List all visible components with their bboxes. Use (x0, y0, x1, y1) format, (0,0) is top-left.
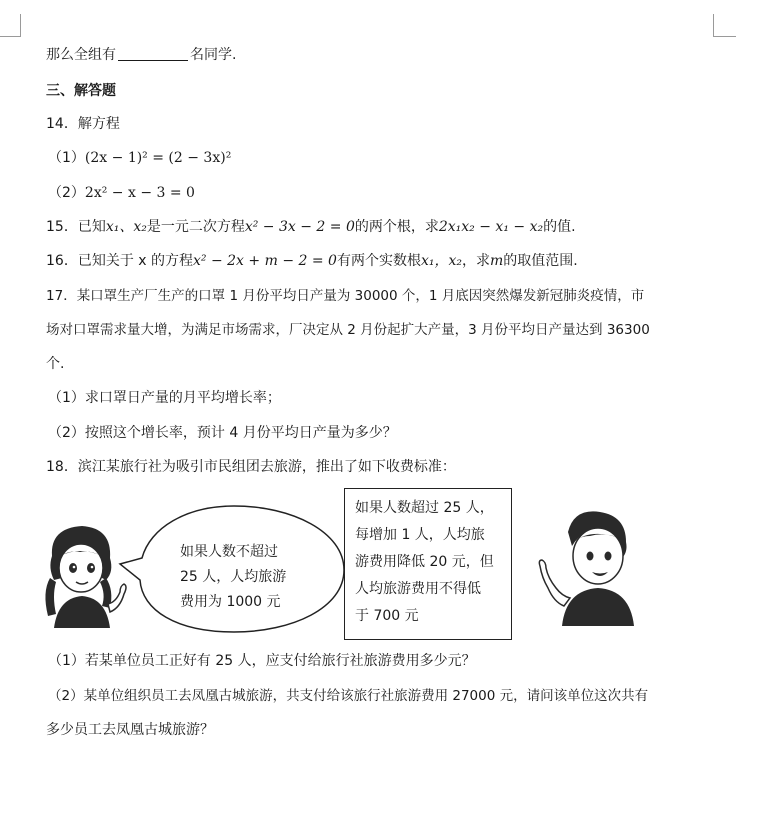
q17-line2: 场对口罩需求量大增，为满足市场需求，厂决定从 2 月份起扩大产量，3 月份平均日产量达到 36300 (46, 322, 650, 338)
q18-stem: 滨江某旅行社为吸引市民组团去旅游，推出了如下收费标准： (77, 459, 456, 475)
q16-line: 16．已知关于 x 的方程x² − 2x + m − 2 = 0有两个实数根x₁，x₂，求m的取值范围. (46, 253, 578, 269)
q14-stem (46, 114, 120, 134)
q15-number: 15 (46, 219, 64, 235)
q15-expression: 2x₁x₂ − x₁ − x₂ (438, 219, 544, 235)
q16-text-b: 有两个实数根 (336, 253, 421, 269)
q17-number: 17 (46, 288, 64, 304)
q18-part1: （1）若某单位员工正好有 25 人，应支付给旅行社旅游费用多少元？ (48, 653, 476, 669)
q14-part2-label: （2） (48, 185, 85, 201)
q15-roots: x₁、x₂ (105, 219, 147, 235)
bubble-boy-line-1: 如果人数超过 25 人， (355, 500, 494, 516)
q18-illustration (40, 488, 650, 638)
bubble-boy-line-5: 于 700 元 (355, 608, 419, 624)
q18-part2-line1: （2）某单位组织员工去凤凰古城旅游，共支付给该旅行社旅游费用 27000 元，请问该单位这次共有 (48, 688, 649, 704)
answer-blank[interactable] (118, 46, 188, 61)
q15-equation: x² − 3x − 2 = 0 (244, 219, 355, 235)
bubble-girl-line-2: 25 人，人均旅游 (180, 569, 287, 585)
q17-line1: 17．某口罩生产厂生产的口罩 1 月份平均日产量为 30000 个，1 月底因突然爆发新冠肺炎疫情，市 (46, 288, 645, 304)
q16-text-c: ，求 (461, 253, 490, 269)
q14-number: 14 (46, 116, 64, 132)
bubble-boy-line-2: 每增加 1 人，人均旅 (355, 527, 485, 543)
bubble-girl-line-1: 如果人数不超过 (180, 544, 278, 560)
q16-roots: x₁，x₂ (420, 253, 462, 269)
q16-text-a: 已知关于 x 的方程 (77, 253, 194, 269)
q16-var: m (489, 253, 504, 269)
q17-part1: （1）求口罩日产量的月平均增长率； (48, 390, 281, 406)
q17-part2: （2）按照这个增长率，预计 4 月份平均日产量为多少？ (48, 425, 397, 441)
bubble-girl-text (180, 540, 286, 615)
q13-text-after: 名同学. (190, 47, 237, 63)
bubble-boy-text (355, 495, 505, 630)
crop-mark-top-right (713, 14, 736, 37)
bubble-girl-line-3: 费用为 1000 元 (180, 594, 281, 610)
q15-text-b: 是一元二次方程 (146, 219, 245, 235)
speech-bubble-box (344, 488, 512, 640)
q15-line: 15．已知x₁、x₂是一元二次方程x² − 3x − 2 = 0的两个根，求2x₁x₂ − x₁ − x₂的值. (46, 219, 576, 235)
q16-number: 16 (46, 253, 64, 269)
q18-stem-line: 18．滨江某旅行社为吸引市民组团去旅游，推出了如下收费标准： (46, 459, 456, 475)
q14-part1-equation: (2x − 1)² = (2 − 3x)² (84, 150, 232, 166)
q16-equation: x² − 2x + m − 2 = 0 (193, 253, 337, 269)
bubble-boy-line-3: 游费用降低 20 元，但 (355, 554, 494, 570)
q15-text-a: 已知 (77, 219, 106, 235)
q14-part1-label: （1） (48, 150, 85, 166)
q17-line1-text: 某口罩生产厂生产的口罩 1 月份平均日产量为 30000 个，1 月底因突然爆发新冠肺炎疫情，市 (76, 288, 645, 304)
q15-text-c: 的两个根，求 (354, 219, 439, 235)
q14-part1 (48, 148, 231, 168)
q13-text-before: 那么全组有 (46, 47, 116, 63)
q18-number: 18 (46, 459, 64, 475)
q14-part2-equation: 2x² − x − 3 = 0 (84, 185, 195, 201)
crop-mark-top-left (0, 14, 21, 37)
q18-part2-line2: 多少员工去凤凰古城旅游？ (46, 722, 214, 738)
section-title: 三、解答题 (46, 83, 116, 99)
q15-text-d: 的值. (543, 219, 576, 235)
q14-dot: ． (63, 116, 78, 132)
q14-part2 (48, 183, 195, 203)
q17-line3: 个. (46, 356, 65, 372)
q16-text-d: 的取值范围. (503, 253, 578, 269)
bubble-boy-line-4: 人均旅游费用不得低 (355, 581, 481, 597)
boy-figure-icon (534, 502, 644, 626)
q14-stem-text: 解方程 (77, 116, 120, 132)
q13-tail-line (46, 45, 236, 65)
